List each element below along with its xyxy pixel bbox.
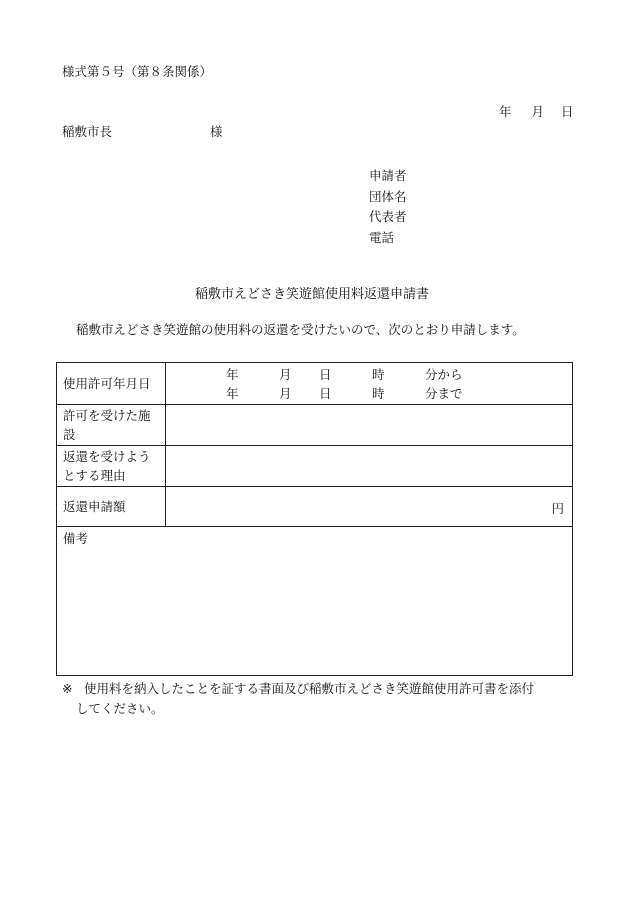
application-date [499,106,574,119]
applicant-block [369,166,407,248]
to-hour-unit: 時 [372,386,385,401]
reason-label-line1: 返還を受けよう [63,449,151,464]
note-line2: してください。 [76,701,164,716]
reason-label-line2: とする理由 [63,468,126,483]
to-month-unit: 月 [279,386,292,401]
date-month-unit: 月 [531,104,545,119]
facility-value[interactable] [166,405,573,446]
facility-label-line1: 許可を受けた施 [63,408,151,423]
remarks-label: 備考 [63,531,89,546]
from-minute-unit: 分から [425,367,463,382]
group-name-label: 団体名 [369,188,407,204]
table-row-amount [57,487,573,527]
remarks-cell[interactable] [57,527,573,676]
table-row-reason [57,446,573,487]
table-row-period [57,363,573,405]
to-day-unit: 日 [319,386,332,401]
reason-label [57,446,166,487]
to-minute-unit: 分まで [425,386,463,401]
period-label: 使用許可年月日 [57,363,166,405]
date-year-unit: 年 [499,104,512,119]
amount-value[interactable] [166,487,573,527]
facility-label [57,405,166,446]
note-line1: 使用料を納入したことを証する書面及び稲敷市えどさき笑遊館使用許可書を添付 [84,681,535,696]
facility-label-line2: 設 [63,427,76,442]
amount-label: 返還申請額 [57,487,166,527]
from-month-unit: 月 [279,367,292,382]
document-title: 稲敷市えどさき笑遊館使用料返還申請書 [195,287,430,302]
from-day-unit: 日 [319,367,332,382]
from-year-unit: 年 [226,367,239,382]
phone-label: 電話 [369,229,395,245]
reason-value[interactable] [166,446,573,487]
applicant-label: 申請者 [369,168,407,183]
form-number: 様式第５号（第８条関係） [62,64,213,79]
intro-text: 稲敷市えどさき笑遊館の使用料の返還を受けたいので、次のとおり申請します。 [76,322,525,337]
addressee-honorific: 様 [210,124,223,139]
table-row-facility [57,405,573,446]
addressee: 稲敷市長 [62,124,113,139]
yen-unit: 円 [551,501,564,516]
from-hour-unit: 時 [372,367,385,382]
table-row-remarks [57,527,573,676]
period-from [166,368,572,382]
period-value[interactable] [166,363,573,405]
application-table [56,362,573,676]
representative-label: 代表者 [369,209,407,224]
note-mark: ※ [62,681,73,696]
to-year-unit: 年 [226,386,239,401]
date-day-unit: 日 [561,104,574,119]
period-to [166,387,572,401]
